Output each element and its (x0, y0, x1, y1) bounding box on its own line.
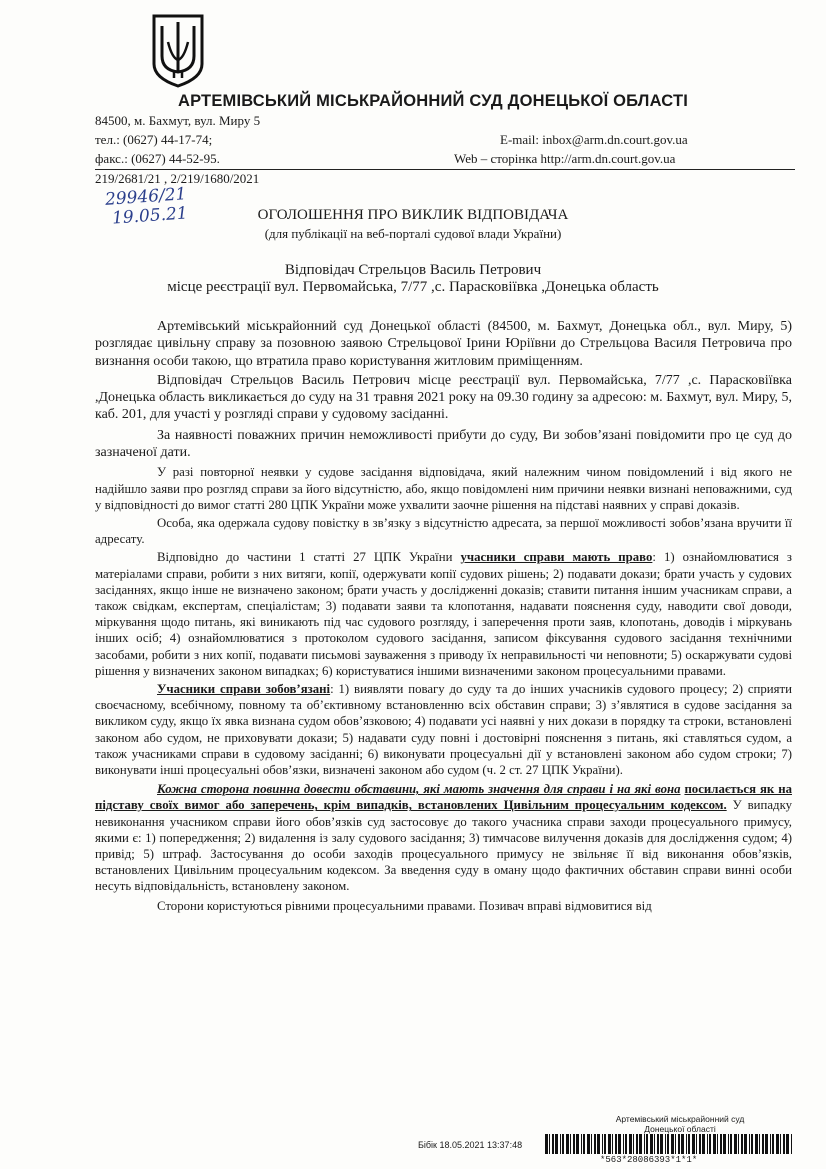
burden-heading: Кожна сторона повинна довести обставини, які мають значення для справи і на які вона (157, 782, 681, 797)
barcode-number: *563*28086393*1*1* (600, 1155, 698, 1165)
court-website: Web – сторінка http://arm.dn.court.gov.ua (454, 151, 676, 166)
handwritten-registration-number: 29946/21 (104, 184, 188, 210)
court-email: E-mail: inbox@arm.dn.court.gov.ua (500, 132, 688, 147)
paragraph-duties: Учасники справи зобов’язані: 1) виявляти повагу до суду та до інших учасників судового процесу; 2) сприяти своєчасному, всебічному, повному та об’єктивному встановленню всіх обставин справи; 3) з’являтися в судове засідання за викликом суду, якщо їх явка визнана судом обов’язковою; 4) подавати усі наявні у них докази в порядку та строки, встановлені законом або судом, не приховувати докази; 5) надавати суду повні і достовірні пояснення з питань, які ставляться судом, а також учасниками справи в судовому засіданні; 6) виконувати процесуальні дії у встановлені законом або судом строки; 7) виконувати інші процесуальні обов’язки, визначені законом або судом (ч. 2 ст. 27 ЦПК України). (95, 682, 792, 778)
handwritten-date: 19.05.21 (111, 203, 189, 229)
paragraph-case: Артемівський міськрайонний суд Донецької області (84500, м. Бахмут, Донецька обл., вул. Миру, 5) розглядає цивільну справу за позовною заявою Стрельцової Ірини Юріївни до Стрельцова Василя Петровича про визнання особи такою, що втратила право користування житловим приміщенням. (95, 319, 792, 369)
addressee-name: Відповідач Стрельцов Василь Петрович (284, 262, 542, 278)
duties-heading: Учасники справи зобов’язані (157, 682, 331, 697)
trident-emblem-icon (150, 12, 206, 88)
electronic-signature: Бібік 18.05.2021 13:37:48 (418, 1140, 523, 1150)
header-divider (95, 169, 795, 170)
notice-title: ОГОЛОШЕННЯ ПРО ВИКЛИК ВІДПОВІДАЧА (257, 207, 569, 223)
court-fax: факс.: (0627) 44-52-95. (95, 151, 220, 166)
paragraph-notify: За наявності поважних причин неможливості прибути до суду, Ви зобов’язані повідомити про це суд до зазначеної дати. (95, 427, 792, 461)
paragraph-equal-rights: Сторони користуються рівними процесуальними правами. Позивач вправі відмовитися від (157, 898, 652, 913)
notice-subtitle: (для публікації на веб-порталі судової влади України) (264, 226, 562, 241)
notice-body (95, 318, 792, 914)
footer-court-name: Артемівський міськрайонний суд Донецької області (615, 1114, 745, 1134)
court-name: АРТЕМІВСЬКИЙ МІСЬКРАЙОННИЙ СУД ДОНЕЦЬКОЇ ОБЛАСТІ (177, 92, 689, 110)
paragraph-default-judgment: У разі повторної неявки у судове засідання відповідача, який належним чином повідомлений і від якого не надійшло заяви про розгляд справи за його відсутністю, або, якщо повідомлені ним причини неявки визнані неповажними, суд у відповідності до вимог статті 280 ЦПК України може ухвалити заочне рішення на підставі наявних у справі доказів. (95, 465, 792, 512)
court-phone: тел.: (0627) 44-17-74; (95, 132, 213, 147)
paragraph-rights: Відповідно до частини 1 статті 27 ЦПК України учасники справи мають право: 1) ознайомлюватися з матеріалами справи, робити з них витяги, копії, одержувати копії судових рішень; 2) подавати докази; брати участь у судових засіданнях, якщо інше не визначено законом; брати участь у дослідженні доказів; ставити питання іншим учасникам справи, а також свідкам, експертам, спеціалістам; 3) подавати заяви та клопотання, надавати пояснення суду, наводити свої доводи, міркування щодо питань, які виникають під час судового розгляду, і заперечення проти заяв, клопотань, доводів і міркувань інших осіб; 4) ознайомлюватися з протоколом судового засідання, записом фіксування судового засідання технічними засобами, робити з них копії, подавати письмові зауваження з приводу їх неправильності чи неповноти; 5) оскаржувати судові рішення у визначених законом випадках; 6) користуватися іншими визначеними законом процесуальними правами. (95, 550, 792, 678)
paragraph-summons: Відповідач Стрельцов Василь Петрович місце реєстрації вул. Первомайська, 7/77 ,с. Парасковіївка ,Донецька область викликається до суду на 31 травня 2021 року на 09.30 годину за адресою: м. Бахмут, вул. Миру, 5, каб. 201, для участі у розгляді справи у судовому засіданні. (95, 372, 792, 423)
rights-heading: учасники справи мають право (460, 550, 653, 565)
court-address: 84500, м. Бахмут, вул. Миру 5 (95, 113, 261, 128)
paragraph-burden-of-proof: Кожна сторона повинна довести обставини, які мають значення для справи і на які вона посилається як на підставу своїх вимог або заперечень, крім випадків, встановлених Цивільним процесуальним кодексом. У випадку невиконання учасником справи його обов’язків суд застосовує до такого учасника справи заходи процесуального примусу, якими є: 1) попередження; 2) видалення із залу судового засідання; 3) тимчасове вилучення доказів для дослідження судом; 4) привід; 5) штраф. Застосування до особи заходів процесуального примусу не звільняє її від виконання обов’язків, встановлених Цивільним процесуальним кодексом. За введення суду в оману щодо фактичних обставин справи винні особи несуть відповідальність, встановлену законом. (95, 782, 793, 894)
paragraph-delivery: Особа, яка одержала судову повістку в зв’язку з відсутністю адресата, за першої можливості зобов’язана вручити її адресату. (95, 515, 792, 547)
case-numbers: 219/2681/21 , 2/219/1680/2021 (95, 171, 260, 186)
addressee-address: місце реєстрації вул. Первомайська, 7/77 ,с. Парасковіївка ,Донецька область (167, 279, 659, 295)
barcode-icon (545, 1134, 795, 1154)
